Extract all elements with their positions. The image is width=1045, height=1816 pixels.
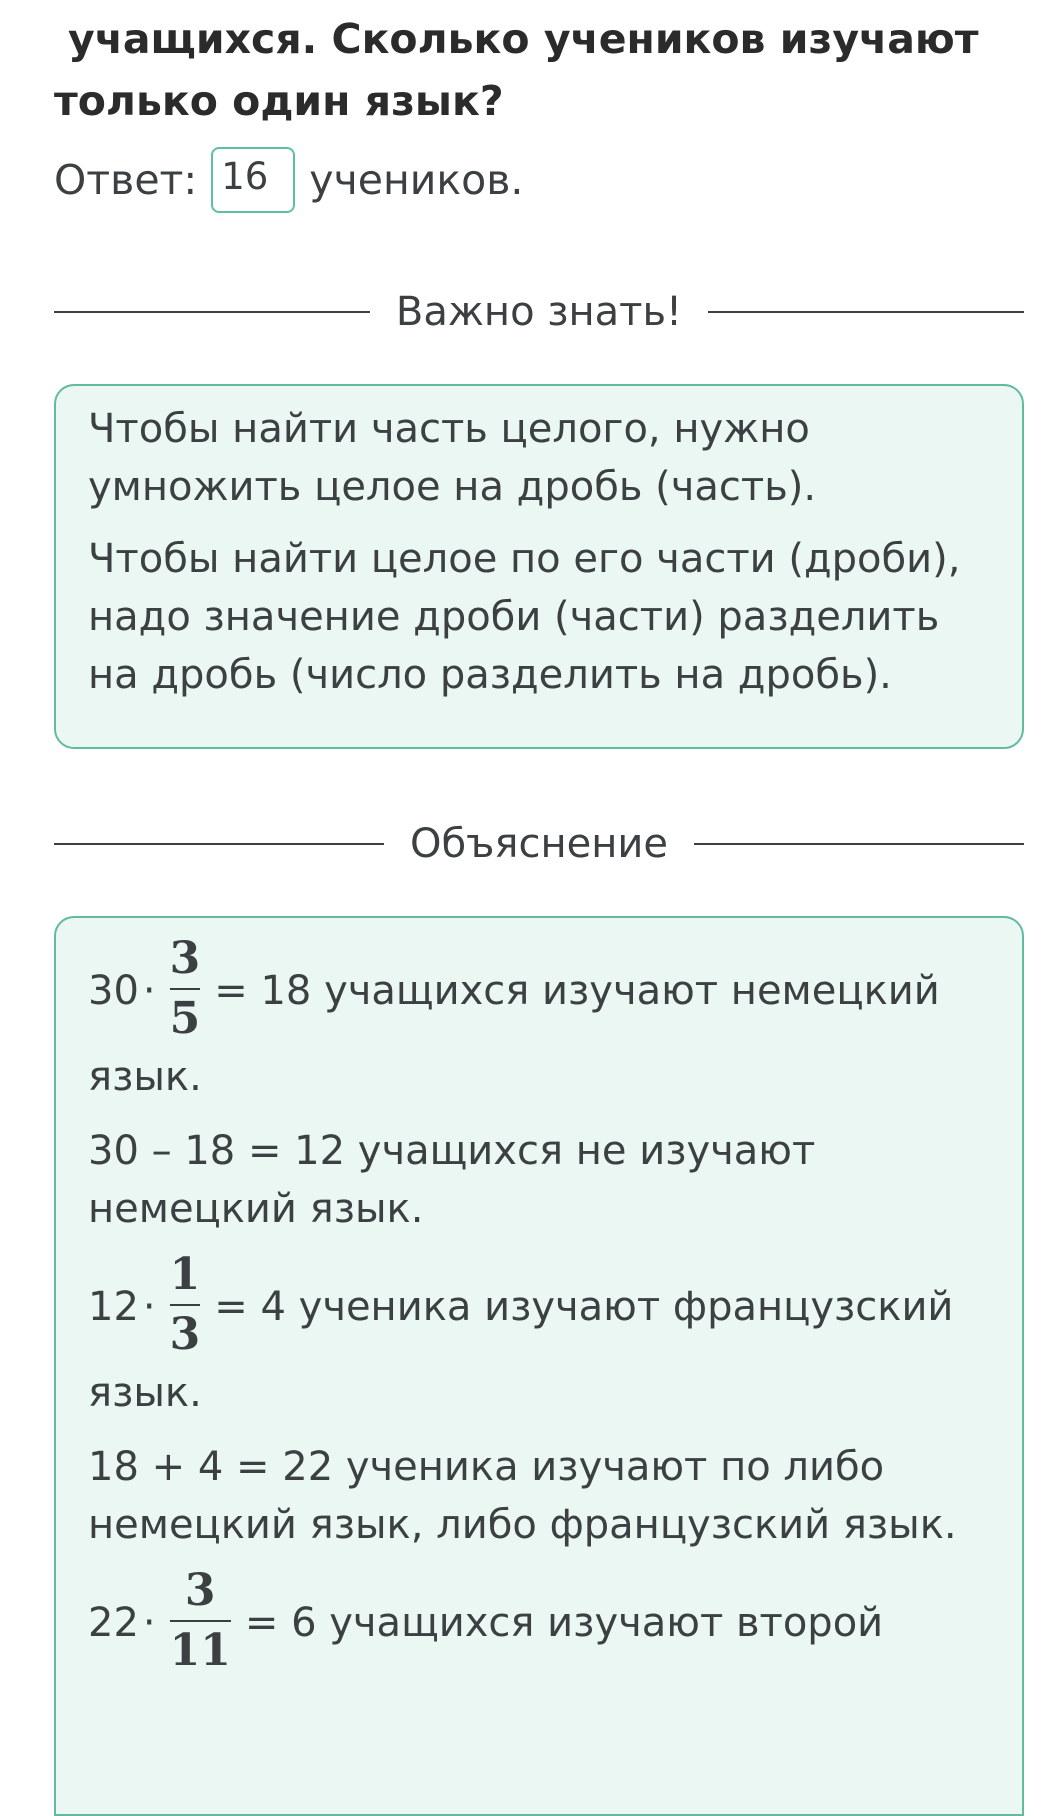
explanation-heading: Объяснение [410, 821, 668, 867]
answer-unit: учеников. [309, 156, 524, 204]
important-paragraph-1: Чтобы найти часть целого, нужно умножить целое на дробь (часть). [88, 406, 817, 510]
step1-fraction [170, 934, 201, 1044]
important-box [54, 384, 1024, 749]
divider-line-left [54, 843, 384, 845]
divider-line-right [708, 311, 1024, 313]
step3-result: = 4 ученика изучают французский язык. [88, 1284, 954, 1416]
step1-numerator: 3 [169, 933, 201, 984]
step3-operator: · [142, 1284, 156, 1330]
divider-line-left [54, 311, 370, 313]
question-line-2: только один язык? [54, 77, 504, 125]
important-heading: Важно знать! [395, 289, 683, 335]
step5-numerator: 3 [184, 1565, 216, 1616]
step1-operand: 30 [88, 968, 139, 1014]
explanation-step-3 [88, 1249, 992, 1422]
answer-label: Ответ: [54, 156, 198, 204]
step1-operator: · [142, 968, 156, 1014]
step5-operand: 22 [88, 1600, 139, 1646]
explanation-step-1 [88, 933, 992, 1106]
fraction-bar [170, 1620, 231, 1622]
answer-value: 16 [221, 154, 269, 198]
important-paragraph-2: Чтобы найти целое по его части (дроби), надо значение дроби (части) разделить на дробь (число разделить на дробь). [88, 536, 961, 698]
explanation-step-4: 18 + 4 = 22 ученика изучают по либо немецкий язык, либо французский язык. [88, 1444, 957, 1548]
step5-result: = 6 учащихся изучают второй [244, 1600, 884, 1646]
step1-result: = 18 учащихся изучают немецкий язык. [88, 968, 940, 1100]
explanation-step-5 [88, 1565, 992, 1680]
fraction-bar [170, 988, 201, 990]
divider-line-right [694, 843, 1024, 845]
explanation-box [54, 916, 1024, 1816]
step1-denominator: 5 [169, 993, 201, 1044]
explanation-step-2: 30 – 18 = 12 учащихся не изучают немецкий язык. [88, 1128, 816, 1232]
step3-operand: 12 [88, 1284, 139, 1330]
question-text [54, 8, 1014, 132]
fraction-bar [170, 1304, 201, 1306]
important-divider [54, 282, 1024, 342]
question-line-1: учащихся. Сколько учеников изучают [68, 15, 979, 63]
step5-fraction [170, 1566, 231, 1676]
step3-denominator: 3 [169, 1309, 201, 1360]
explanation-divider [54, 814, 1024, 874]
step5-denominator: 11 [169, 1625, 231, 1676]
step3-numerator: 1 [169, 1249, 201, 1300]
step3-fraction [170, 1250, 201, 1360]
answer-row [54, 142, 523, 218]
step5-operator: · [142, 1600, 156, 1646]
answer-input[interactable] [211, 147, 295, 213]
